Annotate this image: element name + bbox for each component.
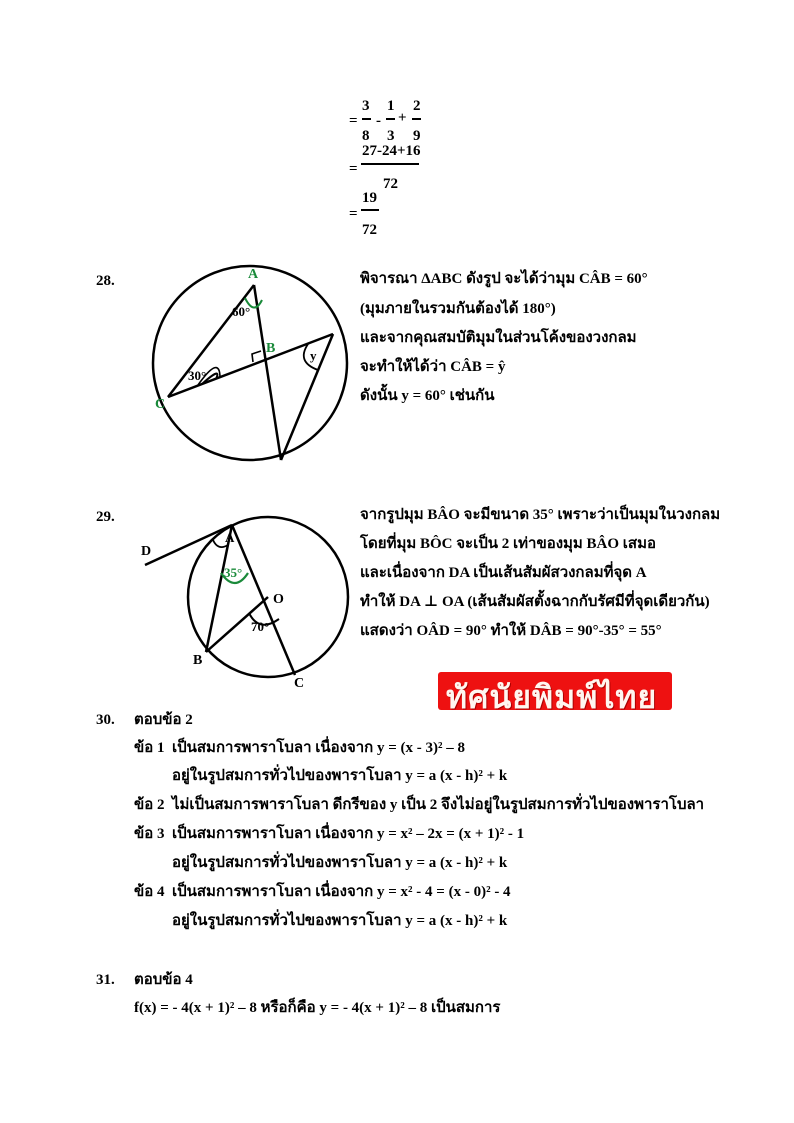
question-number: 28.: [96, 273, 115, 289]
explanation-line: และเนื่องจาก DA เป็นเส้นสัมผัสวงกลมที่จุด A: [360, 565, 647, 581]
explanation-line: แสดงว่า OÂD = 90° ทำให้ DÂB = 90°-35° = 55°: [360, 623, 662, 639]
question-number: 29.: [96, 509, 115, 525]
answer-line: f(x) = - 4(x + 1)² – 8 หรือก็คือ y = - 4(x + 1)² – 8 เป็นสมการ: [134, 1000, 501, 1016]
equals-sign: =: [349, 113, 358, 129]
explanation-line: พิจารณา ΔABC ดังรูป จะได้ว่ามุม CÂB = 60°: [360, 271, 648, 287]
equals-sign: =: [349, 206, 358, 222]
explanation-line: (มุมภายในรวมกันต้องได้ 180°): [360, 301, 556, 317]
choice-line: ไม่เป็นสมการพาราโบลา ดีกรีของ y เป็น 2 จึงไม่อยู่ในรูปสมการทั่วไปของพาราโบลา: [172, 797, 705, 813]
angle-y-label: y: [310, 348, 317, 363]
angle-c-label: 30°: [188, 368, 207, 383]
choice-line: เป็นสมการพาราโบลา เนื่องจาก y = x² – 2x = (x + 1)² - 1: [172, 826, 525, 842]
explanation-line: จะทำให้ได้ว่า CÂB = ŷ: [360, 359, 506, 375]
choice-label: ข้อ 3: [134, 826, 165, 842]
choice-line: เป็นสมการพาราโบลา เนื่องจาก y = x² - 4 = (x - 0)² - 4: [172, 884, 511, 900]
point-d-label: D: [141, 544, 152, 559]
operator: +: [398, 110, 407, 126]
circle-figure-q29: [135, 515, 355, 690]
point-b-label: B: [193, 653, 203, 668]
answer-label: ตอบข้อ 4: [134, 972, 193, 988]
point-c-label: C: [155, 397, 166, 412]
explanation-line: ดังนั้น y = 60° เช่นกัน: [360, 388, 495, 404]
fraction-numerator: 2: [413, 98, 421, 114]
fraction-numerator: 27-24+16: [362, 143, 421, 159]
fraction-numerator: 3: [362, 98, 370, 114]
choice-label: ข้อ 2: [134, 797, 165, 813]
fraction-denominator: 9: [413, 128, 421, 144]
equals-sign: =: [349, 161, 358, 177]
point-o-label: O: [273, 592, 284, 607]
question-number: 30.: [96, 712, 115, 728]
choice-line: อยู่ในรูปสมการทั่วไปของพาราโบลา y = a (x - h)² + k: [172, 913, 508, 929]
answer-label: ตอบข้อ 2: [134, 712, 193, 728]
question-number: 31.: [96, 972, 115, 988]
explanation-line: ทำให้ DA ⊥ OA (เส้นสัมผัสตั้งฉากกับรัศมีที่จุดเดียวกัน): [360, 594, 710, 610]
point-a-label: A: [248, 267, 259, 282]
explanation-line: จากรูปมุม BÂO จะมีขนาด 35° เพราะว่าเป็นมุมในวงกลม: [360, 507, 721, 523]
choice-label: ข้อ 1: [134, 740, 165, 756]
angle-o-label: 70°: [251, 619, 270, 634]
choice-line: อยู่ในรูปสมการทั่วไปของพาราโบลา y = a (x - h)² + k: [172, 768, 508, 784]
angle-a-label: 60°: [232, 304, 251, 319]
choice-line: อยู่ในรูปสมการทั่วไปของพาราโบลา y = a (x - h)² + k: [172, 855, 508, 871]
explanation-line: โดยที่มุม BÔC จะเป็น 2 เท่าของมุม BÂO เสมอ: [360, 536, 656, 552]
fraction-numerator: 19: [362, 190, 377, 206]
point-a-label: A: [225, 530, 235, 545]
explanation-line: และจากคุณสมบัติมุมในส่วนโค้งของวงกลม: [360, 330, 637, 346]
fraction-denominator: 3: [387, 128, 395, 144]
point-b-label: B: [266, 341, 276, 356]
publisher-stamp-text: ทัศนัยพิมพ์ไทย: [446, 678, 658, 716]
fraction-denominator: 8: [362, 128, 370, 144]
fraction-numerator: 1: [387, 98, 395, 114]
fraction-denominator: 72: [383, 176, 398, 192]
circle-figure-q28: [150, 258, 360, 473]
choice-label: ข้อ 4: [134, 884, 165, 900]
point-c-label: C: [294, 676, 305, 690]
fraction-denominator: 72: [362, 222, 377, 238]
operator: -: [376, 113, 381, 129]
choice-line: เป็นสมการพาราโบลา เนื่องจาก y = (x - 3)² – 8: [172, 740, 466, 756]
angle-a-label: 35°: [224, 565, 243, 580]
